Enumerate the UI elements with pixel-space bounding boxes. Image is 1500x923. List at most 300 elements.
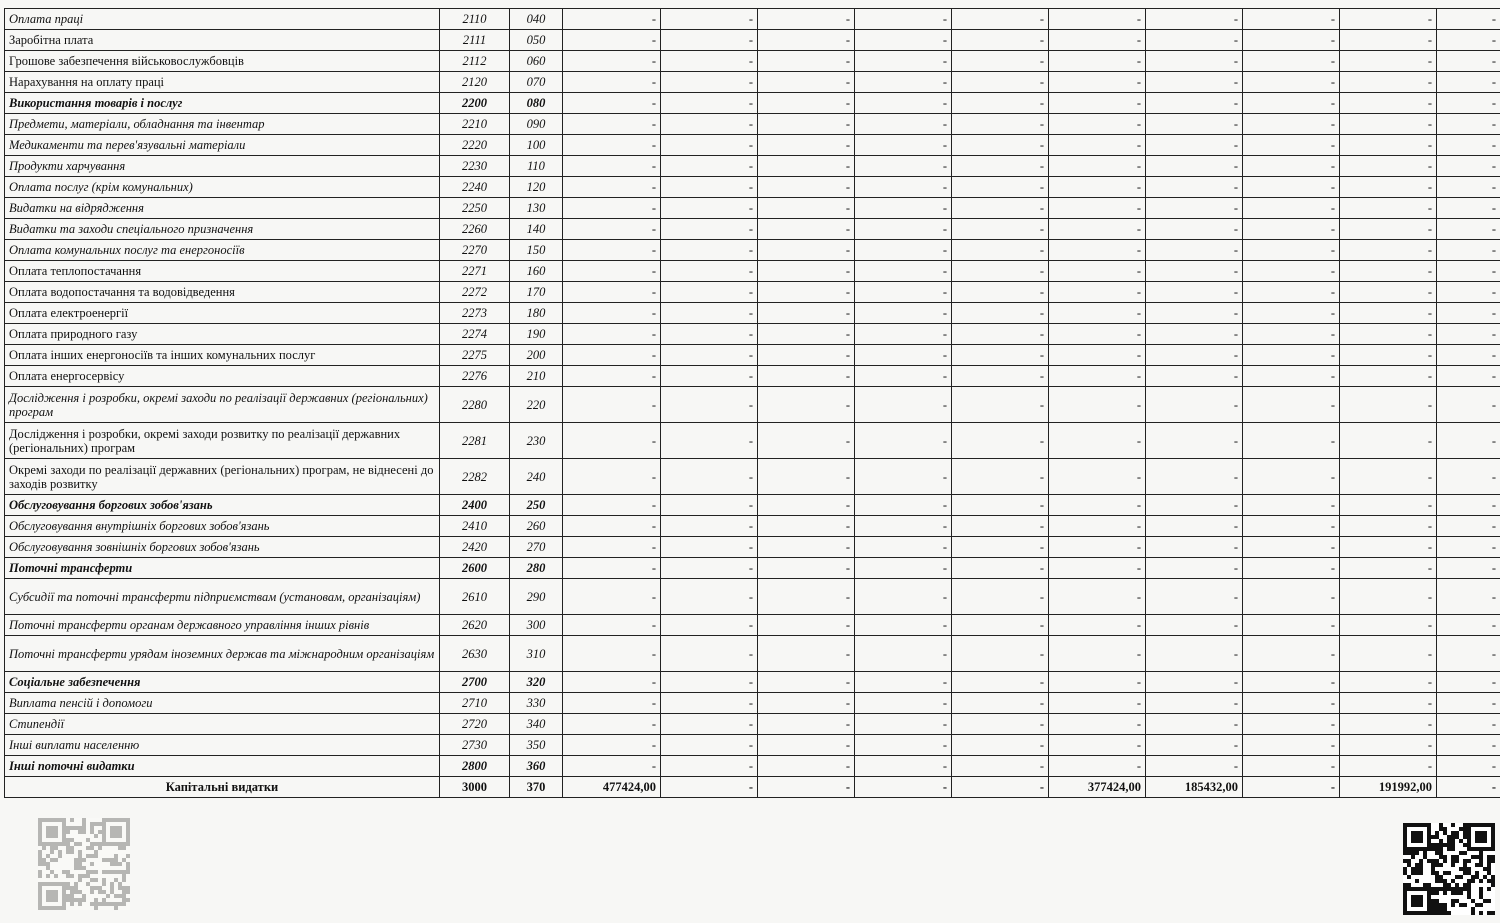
value-cell: - [1437, 756, 1500, 777]
kekv-code: 2240 [440, 177, 510, 198]
line-code: 170 [510, 282, 563, 303]
value-cell: - [855, 714, 952, 735]
value-cell: - [563, 9, 661, 30]
value-cell: - [1049, 51, 1146, 72]
row-label: Оплата комунальних послуг та енергоносіїв [5, 240, 440, 261]
value-cell: - [1437, 345, 1500, 366]
value-cell: - [952, 636, 1049, 672]
value-cell: - [563, 459, 661, 495]
line-code: 310 [510, 636, 563, 672]
value-cell: - [855, 495, 952, 516]
table-row [5, 387, 1500, 423]
value-cell: - [1146, 114, 1243, 135]
value-cell: - [1243, 30, 1340, 51]
kekv-code: 2271 [440, 261, 510, 282]
row-label: Поточні трансферти [5, 558, 440, 579]
value-cell: - [1243, 9, 1340, 30]
value-cell: - [1437, 714, 1500, 735]
value-cell: - [1243, 423, 1340, 459]
row-label: Використання товарів і послуг [5, 93, 440, 114]
kekv-code: 2400 [440, 495, 510, 516]
value-cell: - [1049, 156, 1146, 177]
value-cell: - [1146, 51, 1243, 72]
table-row [5, 93, 1500, 114]
value-cell: - [758, 423, 855, 459]
table-row [5, 219, 1500, 240]
value-cell: - [1437, 198, 1500, 219]
value-cell: - [1146, 303, 1243, 324]
line-code: 280 [510, 558, 563, 579]
value-cell: - [1340, 579, 1437, 615]
value-cell: - [758, 615, 855, 636]
value-cell: - [1049, 30, 1146, 51]
value-cell: - [952, 579, 1049, 615]
value-cell: - [1049, 240, 1146, 261]
value-cell: - [855, 219, 952, 240]
value-cell: - [1049, 459, 1146, 495]
value-cell: - [1437, 366, 1500, 387]
value-cell: - [1049, 636, 1146, 672]
value-cell: - [1437, 387, 1500, 423]
value-cell: - [855, 636, 952, 672]
value-cell: - [661, 93, 758, 114]
value-cell: - [1340, 156, 1437, 177]
value-cell: - [952, 516, 1049, 537]
value-cell: - [952, 303, 1049, 324]
value-cell: - [1340, 72, 1437, 93]
value-cell: - [1243, 636, 1340, 672]
value-cell: - [661, 261, 758, 282]
line-code: 340 [510, 714, 563, 735]
value-cell: - [952, 459, 1049, 495]
kekv-code: 2120 [440, 72, 510, 93]
value-cell: - [1243, 387, 1340, 423]
table-row [5, 672, 1500, 693]
value-cell: - [1340, 261, 1437, 282]
value-cell: - [1437, 459, 1500, 495]
value-cell: - [563, 387, 661, 423]
value-cell: - [1243, 735, 1340, 756]
value-cell: - [563, 615, 661, 636]
value-cell: - [661, 558, 758, 579]
value-cell: - [952, 177, 1049, 198]
value-cell: - [1049, 756, 1146, 777]
value-cell: - [952, 615, 1049, 636]
kekv-code: 2410 [440, 516, 510, 537]
value-cell: - [758, 261, 855, 282]
value-cell: - [1146, 615, 1243, 636]
expenditure-table [4, 8, 1500, 798]
kekv-code: 2111 [440, 30, 510, 51]
value-cell: - [1146, 672, 1243, 693]
value-cell: - [1049, 135, 1146, 156]
value-cell: - [952, 156, 1049, 177]
row-label: Виплата пенсій і допомоги [5, 693, 440, 714]
value-cell: - [758, 219, 855, 240]
value-cell: - [1243, 198, 1340, 219]
line-code: 250 [510, 495, 563, 516]
value-cell: - [758, 735, 855, 756]
value-cell: - [855, 345, 952, 366]
value-cell: - [1146, 324, 1243, 345]
value-cell: - [758, 672, 855, 693]
table-row [5, 636, 1500, 672]
value-cell: - [855, 198, 952, 219]
value-cell: - [661, 198, 758, 219]
row-label: Поточні трансферти органам державного управління інших рівнів [5, 615, 440, 636]
value-cell: - [1049, 558, 1146, 579]
line-code: 130 [510, 198, 563, 219]
value-cell: - [661, 303, 758, 324]
value-cell: - [563, 516, 661, 537]
table-row [5, 261, 1500, 282]
row-label: Обслуговування зовнішніх боргових зобов'язань [5, 537, 440, 558]
value-cell: - [563, 156, 661, 177]
line-code: 160 [510, 261, 563, 282]
value-cell: - [952, 366, 1049, 387]
value-cell: - [952, 537, 1049, 558]
value-cell: - [855, 693, 952, 714]
table-row [5, 30, 1500, 51]
value-cell: - [1243, 135, 1340, 156]
value-cell: - [1049, 72, 1146, 93]
value-cell: - [1049, 345, 1146, 366]
value-cell: - [1437, 735, 1500, 756]
value-cell: - [563, 198, 661, 219]
value-cell: - [855, 387, 952, 423]
value-cell: - [1437, 135, 1500, 156]
value-cell: - [952, 9, 1049, 30]
value-cell: - [1243, 114, 1340, 135]
value-cell: - [1340, 672, 1437, 693]
row-label: Обслуговування боргових зобов'язань [5, 495, 440, 516]
value-cell: - [1243, 282, 1340, 303]
table-row [5, 282, 1500, 303]
kekv-code: 2230 [440, 156, 510, 177]
value-cell: - [1243, 714, 1340, 735]
line-code: 100 [510, 135, 563, 156]
value-cell: - [952, 324, 1049, 345]
value-cell: - [1243, 579, 1340, 615]
kekv-code: 2800 [440, 756, 510, 777]
value-cell: - [758, 516, 855, 537]
kekv-code: 2730 [440, 735, 510, 756]
line-code: 180 [510, 303, 563, 324]
value-cell: - [661, 537, 758, 558]
kekv-code: 2270 [440, 240, 510, 261]
kekv-code: 2610 [440, 579, 510, 615]
value-cell: - [952, 495, 1049, 516]
value-cell: - [563, 714, 661, 735]
value-cell: - [1146, 558, 1243, 579]
value-cell: - [563, 537, 661, 558]
value-cell: - [952, 51, 1049, 72]
value-cell: - [1437, 72, 1500, 93]
value-cell: - [563, 30, 661, 51]
value-cell: - [563, 495, 661, 516]
value-cell: - [1437, 579, 1500, 615]
value-cell: - [855, 366, 952, 387]
row-label: Медикаменти та перев'язувальні матеріали [5, 135, 440, 156]
table-row [5, 156, 1500, 177]
value-cell: - [1049, 9, 1146, 30]
value-cell: - [661, 387, 758, 423]
value-cell: - [661, 693, 758, 714]
kekv-code: 2280 [440, 387, 510, 423]
value-cell: - [855, 135, 952, 156]
value-cell: - [661, 423, 758, 459]
value-cell: - [1243, 177, 1340, 198]
line-code: 140 [510, 219, 563, 240]
value-cell: - [1049, 615, 1146, 636]
value-cell: - [952, 30, 1049, 51]
row-label: Оплата інших енергоносіїв та інших комунальних послуг [5, 345, 440, 366]
value-cell: - [563, 636, 661, 672]
value-cell: - [1049, 324, 1146, 345]
value-cell: - [1049, 387, 1146, 423]
line-code: 220 [510, 387, 563, 423]
table-row [5, 240, 1500, 261]
value-cell: - [855, 156, 952, 177]
table-body [5, 9, 1500, 798]
line-code: 330 [510, 693, 563, 714]
row-label: Капітальні видатки [5, 777, 440, 798]
row-label: Нарахування на оплату праці [5, 72, 440, 93]
row-label: Видатки на відрядження [5, 198, 440, 219]
value-cell: - [563, 423, 661, 459]
value-cell: - [855, 114, 952, 135]
line-code: 110 [510, 156, 563, 177]
value-cell: - [661, 459, 758, 495]
value-cell: - [855, 93, 952, 114]
kekv-code: 2275 [440, 345, 510, 366]
table-row [5, 537, 1500, 558]
kekv-code: 2700 [440, 672, 510, 693]
value-cell: - [661, 324, 758, 345]
value-cell: - [1146, 345, 1243, 366]
table-row [5, 714, 1500, 735]
value-cell: - [758, 282, 855, 303]
value-cell: - [1146, 93, 1243, 114]
value-cell: - [1049, 693, 1146, 714]
value-cell: - [1146, 459, 1243, 495]
value-cell: - [855, 579, 952, 615]
value-cell: - [1340, 177, 1437, 198]
table-row [5, 51, 1500, 72]
line-code: 320 [510, 672, 563, 693]
table-row [5, 777, 1500, 798]
row-label: Грошове забезпечення військовослужбовців [5, 51, 440, 72]
value-cell: - [1340, 495, 1437, 516]
line-code: 190 [510, 324, 563, 345]
table-row [5, 756, 1500, 777]
value-cell: - [758, 324, 855, 345]
row-label: Оплата електроенергії [5, 303, 440, 324]
kekv-code: 2112 [440, 51, 510, 72]
value-cell: - [1049, 516, 1146, 537]
value-cell: - [1340, 423, 1437, 459]
value-cell: - [758, 387, 855, 423]
value-cell: - [758, 636, 855, 672]
row-label: Предмети, матеріали, обладнання та інвентар [5, 114, 440, 135]
kekv-code: 2274 [440, 324, 510, 345]
value-cell: - [1243, 324, 1340, 345]
value-cell: - [1049, 198, 1146, 219]
kekv-code: 2630 [440, 636, 510, 672]
value-cell: - [661, 156, 758, 177]
value-cell: - [758, 93, 855, 114]
row-label: Інші поточні видатки [5, 756, 440, 777]
line-code: 360 [510, 756, 563, 777]
value-cell: - [661, 366, 758, 387]
value-cell: - [1437, 303, 1500, 324]
value-cell: - [661, 345, 758, 366]
value-cell: 191992,00 [1340, 777, 1437, 798]
value-cell: - [661, 714, 758, 735]
value-cell: - [1049, 219, 1146, 240]
value-cell: - [758, 366, 855, 387]
value-cell: - [855, 30, 952, 51]
value-cell: - [855, 558, 952, 579]
value-cell: - [952, 387, 1049, 423]
value-cell: - [1340, 240, 1437, 261]
table-row [5, 579, 1500, 615]
value-cell: - [661, 282, 758, 303]
value-cell: - [855, 756, 952, 777]
value-cell: - [1437, 495, 1500, 516]
value-cell: - [661, 495, 758, 516]
value-cell: - [855, 177, 952, 198]
value-cell: - [952, 558, 1049, 579]
row-label: Соціальне забезпечення [5, 672, 440, 693]
value-cell: - [855, 240, 952, 261]
value-cell: - [1243, 516, 1340, 537]
value-cell: - [661, 672, 758, 693]
value-cell: - [1340, 558, 1437, 579]
value-cell: - [758, 303, 855, 324]
value-cell: - [952, 240, 1049, 261]
value-cell: - [1340, 615, 1437, 636]
line-code: 050 [510, 30, 563, 51]
kekv-code: 2420 [440, 537, 510, 558]
value-cell: - [1243, 366, 1340, 387]
value-cell: - [1243, 615, 1340, 636]
row-label: Оплата природного газу [5, 324, 440, 345]
table-row [5, 177, 1500, 198]
value-cell: - [563, 114, 661, 135]
kekv-code: 2260 [440, 219, 510, 240]
value-cell: - [661, 240, 758, 261]
value-cell: - [1340, 198, 1437, 219]
value-cell: - [1340, 714, 1437, 735]
value-cell: - [563, 672, 661, 693]
table-row [5, 693, 1500, 714]
qr-code [1403, 823, 1495, 915]
value-cell: - [1243, 219, 1340, 240]
value-cell: - [1049, 366, 1146, 387]
value-cell: - [952, 345, 1049, 366]
value-cell: - [758, 714, 855, 735]
kekv-code: 3000 [440, 777, 510, 798]
value-cell: - [563, 735, 661, 756]
value-cell: - [1340, 9, 1437, 30]
value-cell: - [661, 516, 758, 537]
value-cell: - [1437, 261, 1500, 282]
value-cell: - [855, 459, 952, 495]
value-cell: - [1049, 714, 1146, 735]
value-cell: - [661, 9, 758, 30]
value-cell: - [758, 72, 855, 93]
value-cell: - [758, 345, 855, 366]
value-cell: - [1146, 516, 1243, 537]
value-cell: - [758, 537, 855, 558]
row-label: Оплата енергосервісу [5, 366, 440, 387]
value-cell: - [1146, 495, 1243, 516]
value-cell: - [1437, 636, 1500, 672]
kekv-code: 2210 [440, 114, 510, 135]
value-cell: - [952, 135, 1049, 156]
value-cell: - [1340, 735, 1437, 756]
value-cell: - [661, 135, 758, 156]
value-cell: - [1146, 72, 1243, 93]
table-row [5, 9, 1500, 30]
value-cell: - [1437, 219, 1500, 240]
row-label: Оплата послуг (крім комунальних) [5, 177, 440, 198]
value-cell: - [1146, 423, 1243, 459]
table-row [5, 366, 1500, 387]
value-cell: - [758, 198, 855, 219]
line-code: 300 [510, 615, 563, 636]
value-cell: 377424,00 [1049, 777, 1146, 798]
row-label: Оплата водопостачання та водовідведення [5, 282, 440, 303]
value-cell: - [1437, 177, 1500, 198]
value-cell: - [1437, 558, 1500, 579]
value-cell: - [1146, 177, 1243, 198]
value-cell: - [758, 156, 855, 177]
value-cell: - [563, 93, 661, 114]
table-row [5, 423, 1500, 459]
kekv-code: 2273 [440, 303, 510, 324]
value-cell: - [1049, 177, 1146, 198]
value-cell: - [1437, 240, 1500, 261]
kekv-code: 2281 [440, 423, 510, 459]
table-row [5, 72, 1500, 93]
value-cell: - [661, 579, 758, 615]
value-cell: - [1243, 537, 1340, 558]
value-cell: - [1437, 114, 1500, 135]
value-cell: - [1340, 756, 1437, 777]
value-cell: - [758, 135, 855, 156]
value-cell: - [1437, 672, 1500, 693]
value-cell: - [1340, 219, 1437, 240]
value-cell: - [1243, 777, 1340, 798]
kekv-code: 2710 [440, 693, 510, 714]
value-cell: - [1146, 135, 1243, 156]
value-cell: - [1437, 30, 1500, 51]
value-cell: - [1437, 156, 1500, 177]
value-cell: - [758, 240, 855, 261]
value-cell: - [1437, 9, 1500, 30]
value-cell: - [758, 693, 855, 714]
value-cell: - [758, 756, 855, 777]
value-cell: - [1243, 459, 1340, 495]
value-cell: - [563, 240, 661, 261]
row-label: Видатки та заходи спеціального призначення [5, 219, 440, 240]
value-cell: - [1243, 693, 1340, 714]
value-cell: - [661, 51, 758, 72]
value-cell: - [563, 135, 661, 156]
value-cell: 477424,00 [563, 777, 661, 798]
